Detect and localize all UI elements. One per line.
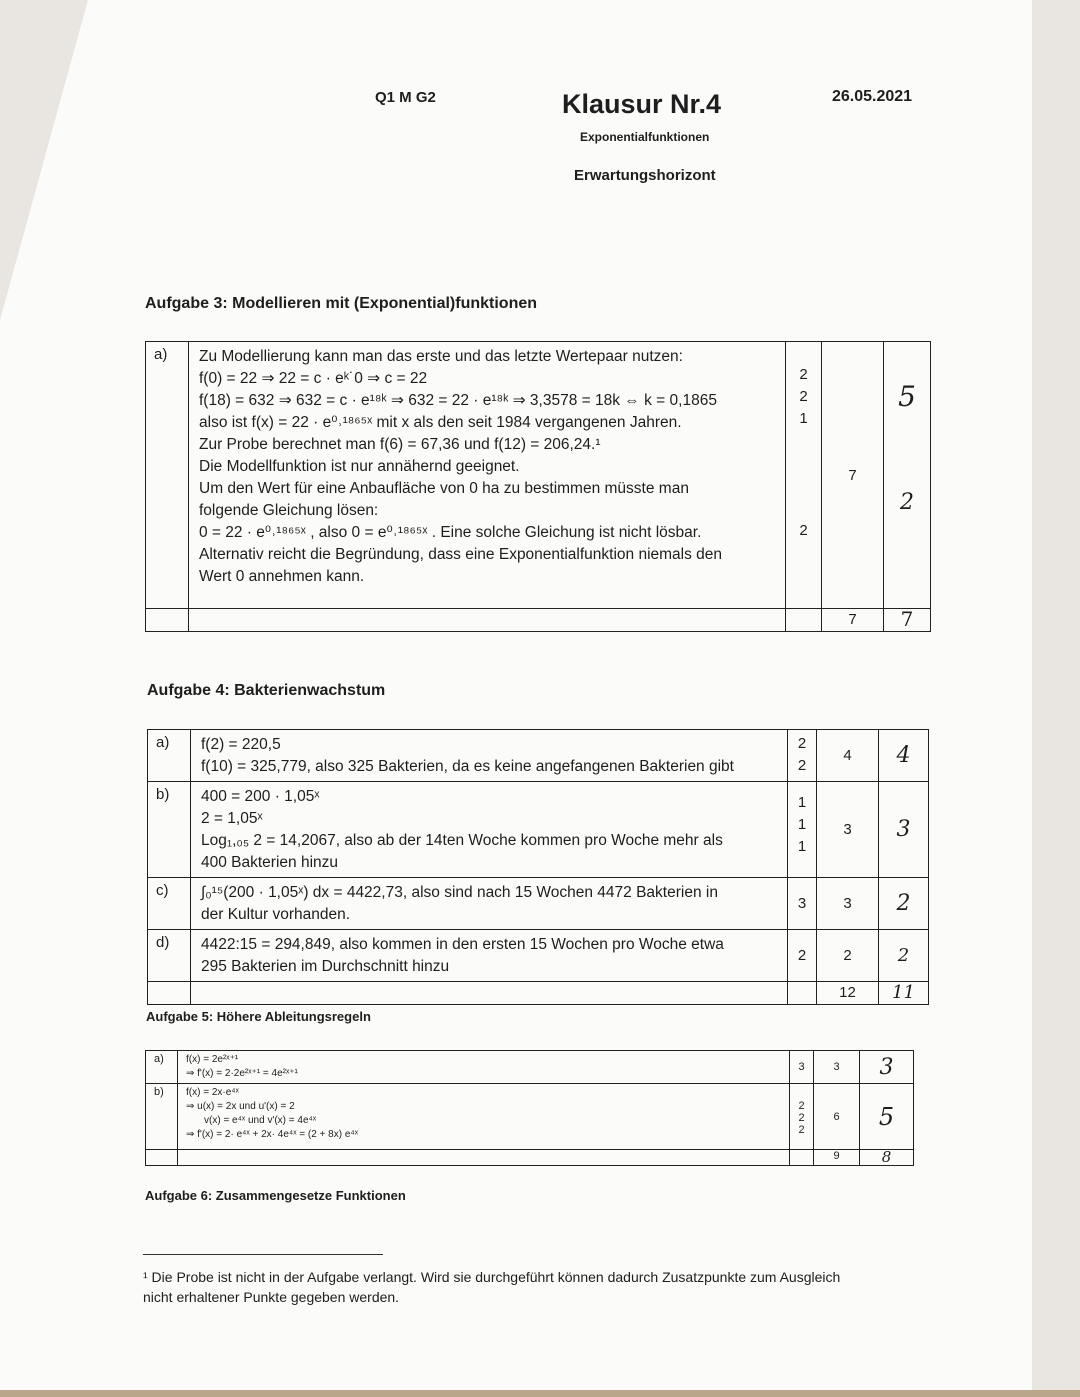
task3-points	[786, 342, 822, 609]
solution-line: 2 = 1,05ˣ	[201, 810, 263, 827]
task4b-points	[788, 782, 817, 878]
task4c-solution	[191, 878, 788, 930]
solution-line: Um den Wert für eine Anbaufläche von 0 ha zu bestimmen müsste man	[199, 480, 689, 497]
point-value: 2	[798, 1100, 805, 1112]
point-value: 2	[797, 757, 807, 774]
solution-line: f(10) = 325,779, also 325 Bakterien, da es keine angefangenen Bakterien gibt	[201, 758, 734, 775]
solution-line: v(x) = e⁴ˣ und v'(x) = 4e⁴ˣ	[204, 1115, 317, 1126]
solution-line: ⇒ f'(x) = 2·2e²ˣ⁺¹ = 4e²ˣ⁺¹	[186, 1068, 298, 1079]
point-value: 2	[799, 366, 808, 383]
task3-total: 7	[822, 609, 884, 632]
task5b-red-score: 5	[860, 1084, 914, 1150]
task4a-solution	[191, 730, 788, 782]
task5b-points	[790, 1084, 814, 1150]
document-kind: Erwartungshorizont	[574, 167, 716, 184]
task5a-points: 3	[790, 1051, 814, 1084]
solution-line: 400 Bakterien hinzu	[201, 854, 339, 871]
task4b-label: b)	[148, 782, 191, 878]
task5a-red-score: 3	[860, 1051, 914, 1084]
solution-line: Zur Probe berechnet man f(6) = 67,36 und f(12) = 206,24.¹	[199, 436, 601, 453]
solution-line: f(x) = 2e²ˣ⁺¹	[186, 1054, 239, 1065]
solution-line: also ist f(x) = 22 · e⁰˒¹⁸⁶⁵ˣ mit x als den seit 1984 vergangenen Jahren.	[199, 414, 682, 431]
task5-heading: Aufgabe 5: Höhere Ableitungsregeln	[146, 1009, 371, 1024]
task3-grading	[884, 342, 931, 609]
task5-total: 9	[814, 1150, 860, 1166]
solution-line: Zu Modellierung kann man das erste und das letzte Wertepaar nutzen:	[199, 348, 683, 365]
task4d-red-score: 2	[879, 930, 929, 982]
footnote: ¹ Die Probe ist nicht in der Aufgabe verlangt. Wird sie durchgeführt können dadurch Zusatzpunkte zum Ausgleich nicht erhaltener Punkte gegeben werden.	[143, 1269, 841, 1305]
solution-line: der Kultur vorhanden.	[201, 906, 351, 923]
task4-total: 12	[817, 982, 879, 1005]
solution-line: 400 = 200 · 1,05ˣ	[201, 788, 320, 805]
point-value: 2	[799, 522, 808, 539]
point-value: 2	[798, 1124, 805, 1136]
task4d-sum: 2	[817, 930, 879, 982]
task5-red-total: 8	[860, 1150, 914, 1166]
red-score: 5	[898, 380, 916, 413]
point-value: 1	[797, 794, 807, 811]
solution-line: folgende Gleichung lösen:	[199, 502, 379, 519]
point-value: 1	[797, 838, 807, 855]
task5-table	[145, 1050, 914, 1166]
page-title: Klausur Nr.4	[562, 89, 722, 119]
task4d-solution	[191, 930, 788, 982]
task4a-points	[788, 730, 817, 782]
point-value: 1	[797, 816, 807, 833]
footnote-separator	[143, 1254, 383, 1255]
task3-table	[145, 341, 931, 632]
task4c-red-score: 2	[879, 878, 929, 930]
task4c-sum: 3	[817, 878, 879, 930]
solution-line: f(2) = 220,5	[201, 736, 281, 753]
course-label: Q1 M G2	[375, 89, 436, 106]
task4a-label: a)	[148, 730, 191, 782]
solution-line: Log₁,₀₅ 2 = 14,2067, also ab der 14ten Woche kommen pro Woche mehr als	[201, 832, 723, 849]
desk-edge	[0, 1390, 1080, 1397]
task4c-points: 3	[788, 878, 817, 930]
solution-line: ⇒ u(x) = 2x und u'(x) = 2	[186, 1101, 295, 1112]
task4b-sum: 3	[817, 782, 879, 878]
solution-line: f(0) = 22 ⇒ 22 = c · eᵏ˙0 ⇒ c = 22	[199, 370, 428, 387]
exam-date: 26.05.2021	[832, 88, 913, 105]
task6-heading: Aufgabe 6: Zusammengesetze Funktionen	[145, 1188, 406, 1203]
task3-heading: Aufgabe 3: Modellieren mit (Exponential)funktionen	[145, 295, 538, 312]
solution-line: f(18) = 632 ⇒ 632 = c · e¹⁸ᵏ ⇒ 632 = 22 · e¹⁸ᵏ ⇒ 3,3578 = 18k ⇔ k = 0,1865	[199, 392, 717, 409]
solution-line: Alternativ reicht die Begründung, dass eine Exponentialfunktion niemals den	[199, 546, 723, 563]
task5b-solution	[178, 1084, 790, 1150]
solution-line: 295 Bakterien im Durchschnitt hinzu	[201, 958, 450, 975]
task4-heading: Aufgabe 4: Bakterienwachstum	[147, 682, 386, 699]
point-value: 2	[798, 1112, 805, 1124]
solution-line: ⇒ f'(x) = 2· e⁴ˣ + 2x· 4e⁴ˣ = (2 + 8x) e⁴ˣ	[186, 1129, 358, 1140]
sum-value: 7	[848, 467, 857, 484]
point-value: 2	[797, 735, 807, 752]
task4a-sum: 4	[817, 730, 879, 782]
task4b-red-score: 3	[879, 782, 929, 878]
point-value: 2	[799, 388, 808, 405]
task4-table	[147, 729, 929, 1005]
task5a-label: a)	[146, 1051, 178, 1084]
solution-line: Die Modellfunktion ist nur annähernd geeignet.	[199, 458, 520, 475]
task5b-sum: 6	[814, 1084, 860, 1150]
task4d-points: 2	[788, 930, 817, 982]
red-score: 2	[900, 490, 914, 515]
solution-line: 0 = 22 · e⁰˒¹⁸⁶⁵ˣ , also 0 = e⁰˒¹⁸⁶⁵ˣ . Eine solche Gleichung ist nicht lösbar.	[199, 524, 702, 541]
task4d-label: d)	[148, 930, 191, 982]
task3-solution	[189, 342, 786, 609]
task5a-solution	[178, 1051, 790, 1084]
task5a-sum: 3	[814, 1051, 860, 1084]
task3-sum	[822, 342, 884, 609]
task4a-red-score: 4	[879, 730, 929, 782]
solution-line: ∫₀¹⁵(200 · 1,05ˣ) dx = 4422,73, also sind nach 15 Wochen 4472 Bakterien in	[201, 884, 718, 901]
task4b-solution	[191, 782, 788, 878]
solution-line: 4422:15 = 294,849, also kommen in den ersten 15 Wochen pro Woche etwa	[201, 936, 724, 953]
page-subtitle: Exponentialfunktionen	[580, 130, 710, 144]
solution-line: f(x) = 2x·e⁴ˣ	[186, 1087, 239, 1098]
solution-line: Wert 0 annehmen kann.	[199, 568, 365, 585]
task3-label: a)	[146, 342, 189, 609]
task3-red-total: 7	[884, 609, 931, 632]
task4c-label: c)	[148, 878, 191, 930]
task5b-label: b)	[146, 1084, 178, 1150]
point-value: 1	[799, 410, 808, 427]
task4-red-total: 11	[879, 982, 929, 1005]
